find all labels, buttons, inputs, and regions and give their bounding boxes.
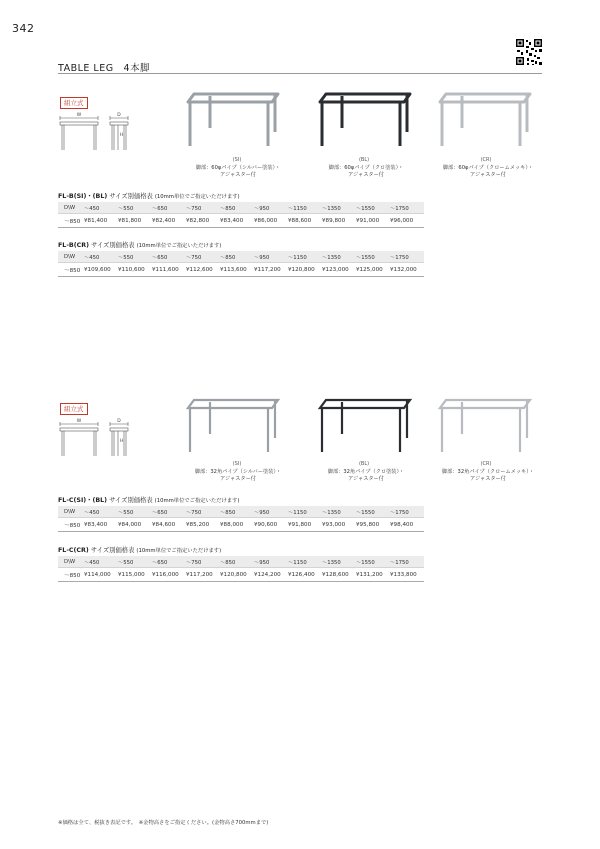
assembly-badge: 組立式 — [60, 97, 88, 109]
table-header-row: D\W ～450 ～550 ～650 ～750 ～850 ～950 ～1150 ～1350 ～1550 ～1750 — [58, 251, 424, 263]
table-leg-cr-image — [432, 394, 537, 456]
product-code-bl: (BL) — [358, 461, 370, 467]
header-rule — [58, 73, 542, 74]
price-table-fl-c-si-bl — [58, 506, 424, 532]
price-table-title: FL-B(SI)・(BL) サイズ別価格表 (10mm単位でご指定いただけます) — [58, 193, 240, 200]
page-number: 342 — [12, 22, 35, 35]
table-header-row: D\W ～450 ～550 ～650 ～750 ～850 ～950 ～1150 ～1350 ～1550 ～1750 — [58, 202, 424, 214]
dim-w-label: W — [76, 419, 82, 424]
product-code-cr: (CR) — [480, 461, 492, 467]
product-code-bl: (BL) — [358, 157, 370, 163]
price-table-fl-b-si-bl — [58, 202, 424, 228]
product-caption-cr: 脚部：32角パイプ（クロームメッキ）・ アジャスター付 — [441, 469, 535, 482]
dim-d-label: D — [117, 419, 121, 424]
table-header-row: D\W ～450 ～550 ～650 ～750 ～850 ～950 ～1150 ～1350 ～1550 ～1750 — [58, 506, 424, 518]
dim-w-label: W — [76, 113, 82, 118]
page-title: TABLE LEG 4本脚 — [58, 63, 151, 74]
product-caption-bl: 脚部：32角パイプ（クロ塗装）・ アジャスター付 — [327, 469, 405, 482]
table-header-row: D\W ～450 ～550 ～650 ～750 ～850 ～950 ～1150 ～1350 ～1550 ～1750 — [58, 556, 424, 568]
dimension-diagram — [58, 110, 158, 158]
assembly-badge: 組立式 — [60, 403, 88, 415]
product-caption-si: 脚部：32角パイプ（シルバー塗装）・ アジャスター付 — [194, 469, 282, 482]
footnote: ※価格は全て、税抜き表記です。 ※金物高さをご指定ください。(金物高さ700mmまで) — [58, 820, 269, 826]
dimension-diagram — [58, 416, 158, 464]
qr-code-icon[interactable] — [515, 38, 543, 66]
table-leg-si-image — [180, 394, 285, 456]
price-table-fl-b-cr — [58, 251, 424, 277]
dim-h-label: H — [120, 439, 124, 444]
product-caption-bl: 脚部：60φパイプ（クロ塗装）・ アジャスター付 — [328, 165, 404, 178]
product-code-si: (SI) — [232, 461, 242, 467]
price-table-title: FL-C(SI)・(BL) サイズ別価格表 (10mm単位でご指定いただけます) — [58, 497, 240, 504]
product-caption-cr: 脚部：60φパイプ（クロームメッキ）・ アジャスター付 — [442, 165, 534, 178]
price-table-title: FL-B(CR) サイズ別価格表 (10mm単位でご指定いただけます) — [58, 242, 222, 249]
table-leg-cr-image — [432, 88, 537, 150]
table-leg-bl-image — [312, 394, 417, 456]
table-row: ～850 ¥109,600 ¥110,600 ¥111,600 ¥112,600 ¥113,600 ¥117,200 ¥120,800 ¥123,000 ¥125,000 ¥132,000 — [58, 263, 424, 277]
dim-h-label: H — [120, 133, 124, 138]
table-row: ～850 ¥114,000 ¥115,000 ¥116,000 ¥117,200 ¥120,800 ¥124,200 ¥126,400 ¥128,600 ¥131,200 ¥133,800 — [58, 568, 424, 582]
product-caption-si: 脚部：60φパイプ（シルバー塗装）・ アジャスター付 — [195, 165, 281, 178]
table-leg-bl-image — [312, 88, 417, 150]
table-row: ～850 ¥83,400 ¥84,000 ¥84,600 ¥85,200 ¥88,000 ¥90,600 ¥91,800 ¥93,000 ¥95,800 ¥98,400 — [58, 518, 424, 532]
price-table-fl-c-cr — [58, 556, 424, 582]
product-code-cr: (CR) — [480, 157, 492, 163]
dim-d-label: D — [117, 113, 121, 118]
product-code-si: (SI) — [232, 157, 242, 163]
table-leg-si-image — [180, 88, 285, 150]
price-table-title: FL-C(CR) サイズ別価格表 (10mm単位でご指定いただけます) — [58, 547, 222, 554]
table-row: ～850 ¥81,400 ¥81,800 ¥82,400 ¥82,800 ¥83,400 ¥86,000 ¥88,600 ¥89,800 ¥91,000 ¥96,000 — [58, 214, 424, 228]
